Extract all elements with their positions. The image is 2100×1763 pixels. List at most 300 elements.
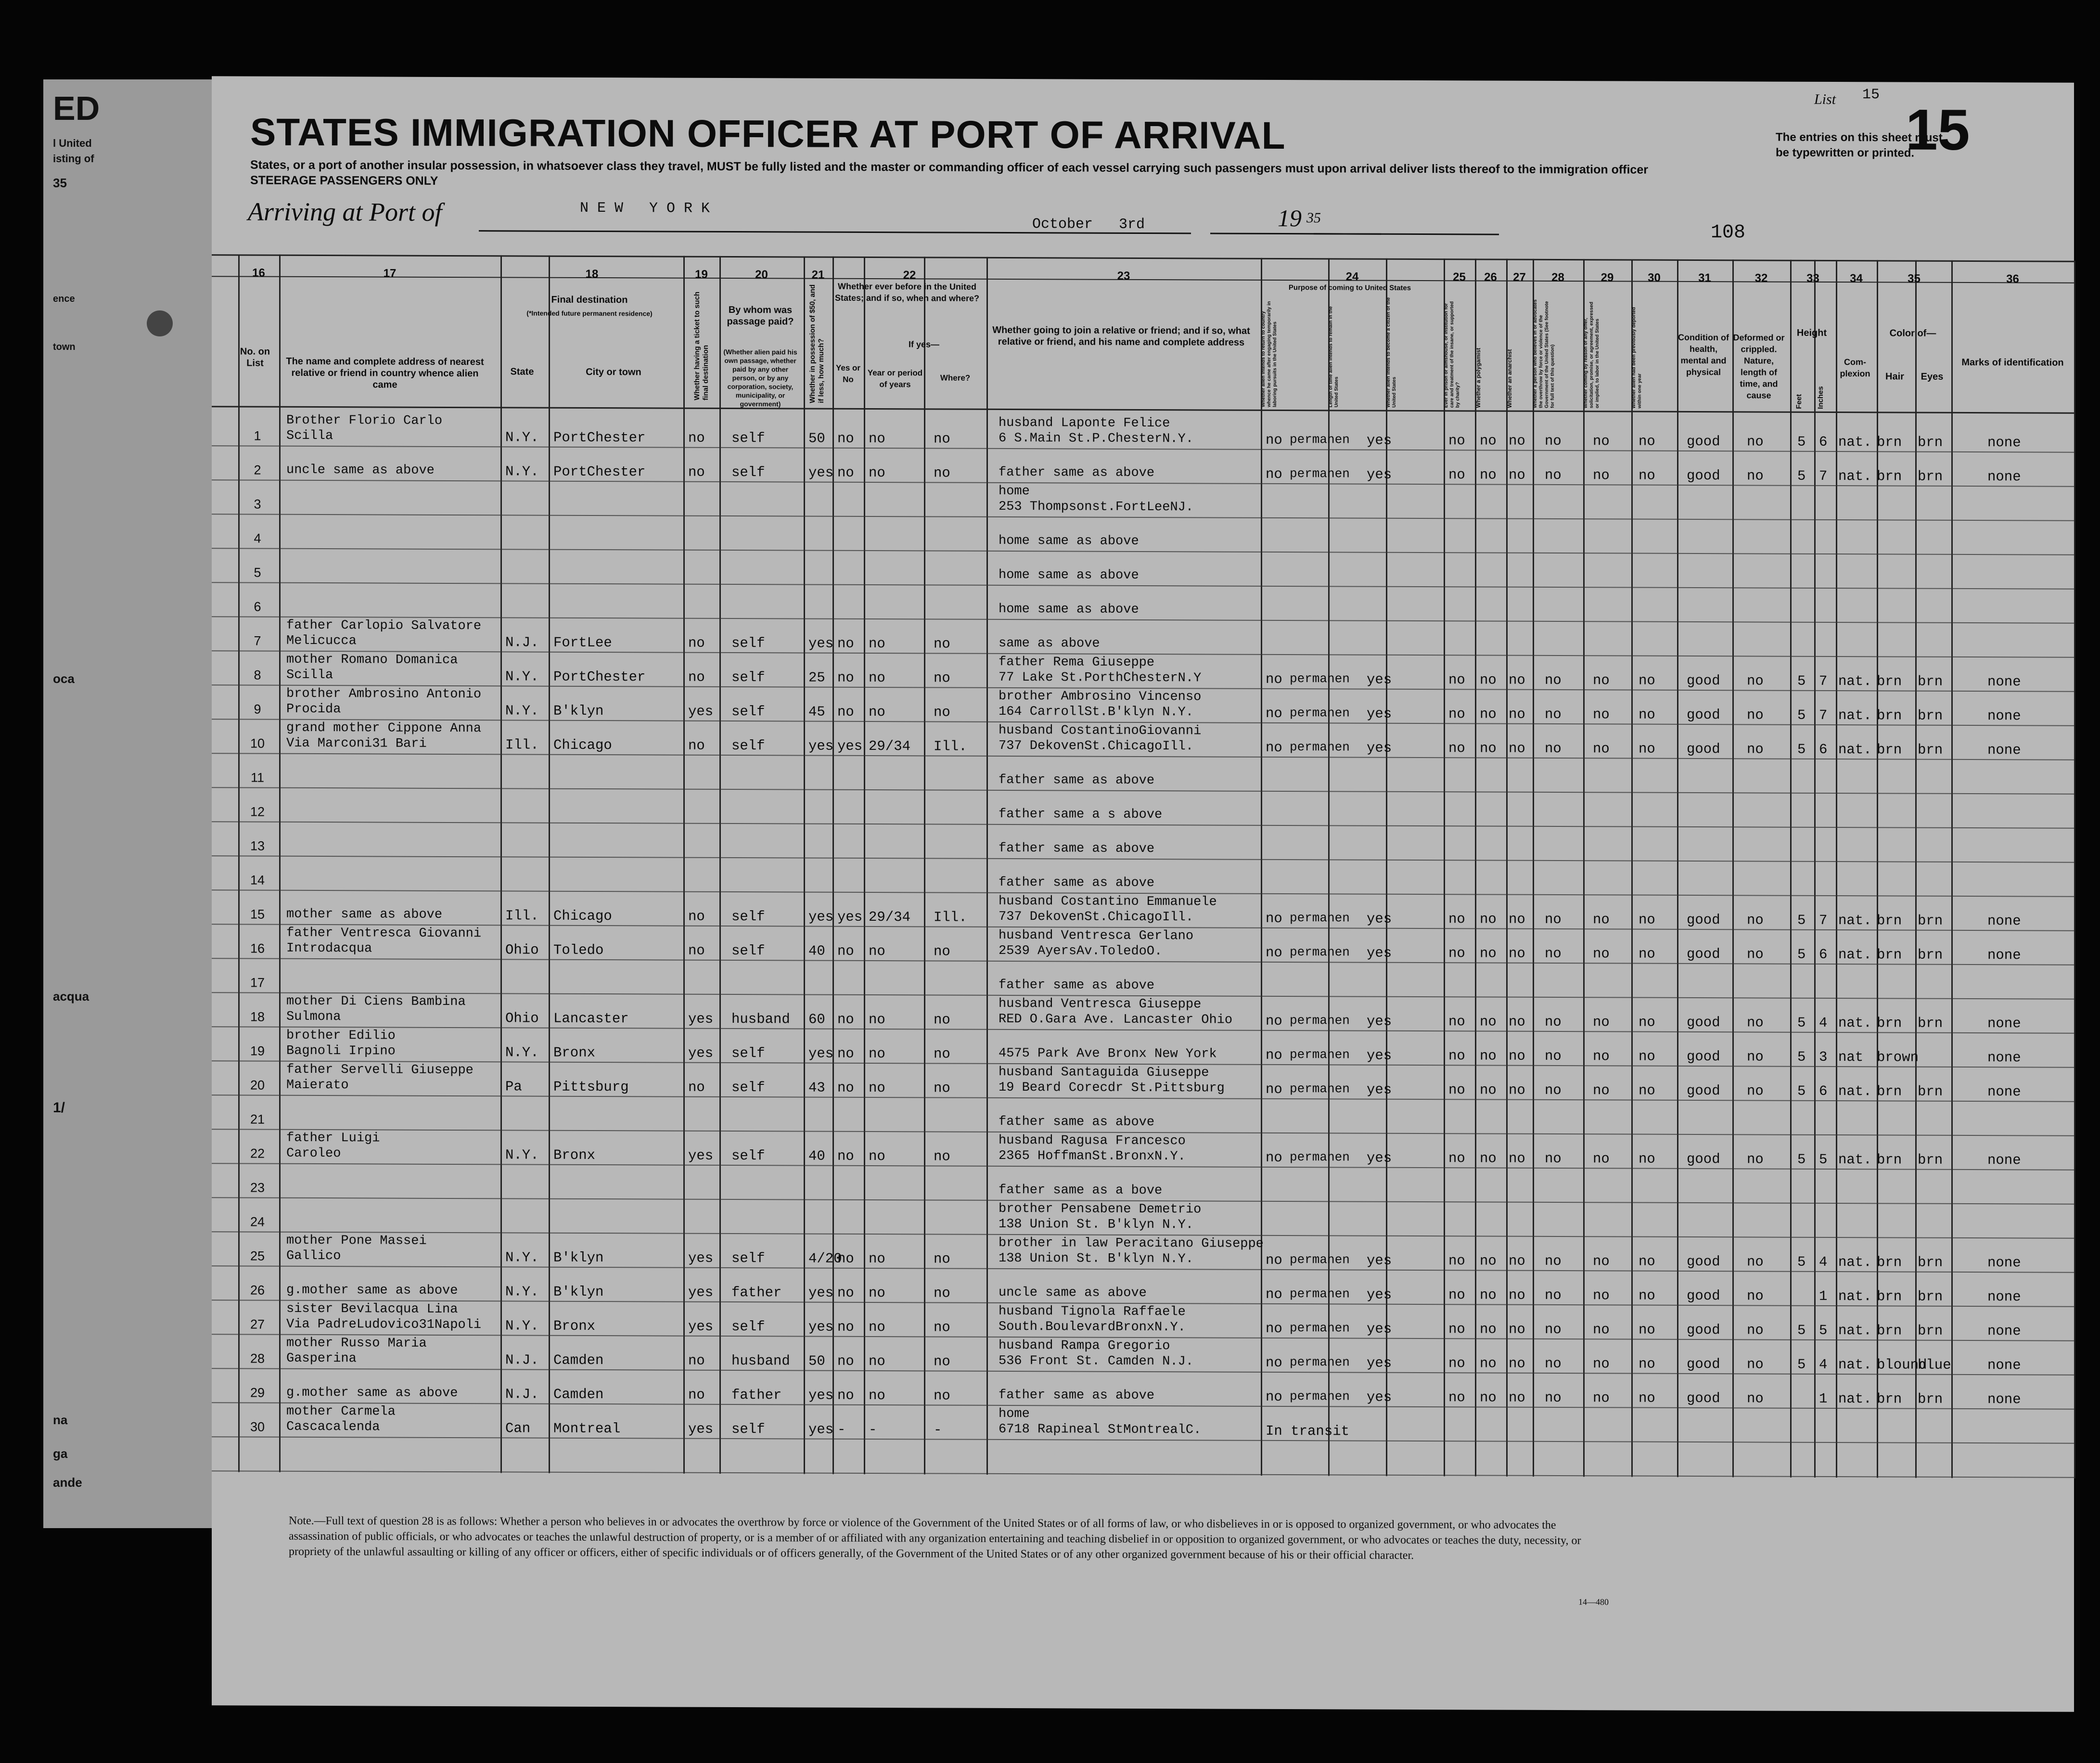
header-health: Condition of health, mental and physical (1678, 332, 1729, 377)
polygamist-cell: no (1480, 1082, 1497, 1098)
ticket-cell: yes (688, 1318, 714, 1335)
passage-cell: self (731, 1148, 765, 1164)
money-cell: 45 (808, 704, 825, 720)
joining-line: 737 DekovenSt.ChicagoIll. (999, 738, 1194, 754)
ticket-cell: no (688, 1352, 705, 1369)
where-cell: no (934, 1353, 950, 1370)
joining-line: father same as a bove (999, 1183, 1163, 1198)
row-number: 3 (254, 497, 261, 512)
year-cell: no (869, 465, 885, 481)
relative-line: sister Bevilacqua Lina (286, 1301, 458, 1317)
state-cell: N.Y. (505, 1044, 539, 1061)
row-number: 6 (254, 599, 261, 614)
column-line (500, 255, 502, 1473)
row-line (212, 514, 2074, 521)
q29-cell: no (1593, 1014, 1610, 1030)
polygamist-cell: no (1480, 467, 1497, 483)
page-subtitle (250, 157, 1694, 193)
deformed-cell: no (1747, 946, 1764, 963)
column-line (804, 257, 805, 1474)
inches-cell: 5 (1819, 1322, 1828, 1338)
anarchist-cell: no (1509, 672, 1525, 688)
column-number: 17 (383, 267, 397, 280)
row-number: 11 (250, 770, 265, 785)
ticket-cell: no (688, 669, 705, 685)
year-suffix: 35 (1306, 210, 1321, 226)
citizen-cell: yes (1367, 1013, 1392, 1029)
q30-cell: no (1639, 1082, 1655, 1099)
column-number: 33 (1806, 271, 1819, 285)
header-deformed: Deformed or crippled. Nature, length of time, and cause (1733, 333, 1785, 400)
header-marks: Marks of identification (1961, 357, 2064, 368)
passage-cell: self (731, 943, 765, 959)
joining-line: brother Ambrosino Vincenso (999, 689, 1202, 705)
notice-line: The entries on this sheet must (1776, 130, 1943, 144)
row-line (212, 958, 2074, 965)
q28-cell: no (1545, 1355, 1562, 1372)
q29-cell: no (1593, 1287, 1610, 1304)
q29-cell: no (1593, 741, 1610, 757)
hair-cell: brn (1877, 1323, 1902, 1339)
row-number: 23 (250, 1180, 265, 1195)
money-cell: 4/20 (808, 1250, 842, 1267)
state-cell: Ohio (505, 942, 539, 958)
header-purpose: Purpose of coming to United States (1288, 283, 1411, 292)
joining-line: 2539 AyersAv.ToledoO. (999, 943, 1163, 959)
return-cell: no (1266, 1320, 1282, 1337)
row-number: 27 (250, 1317, 265, 1332)
city-cell: Bronx (553, 1147, 596, 1164)
where-cell: no (934, 1148, 950, 1165)
header-ticket: Whether having a ticket to such final destination (693, 291, 710, 400)
anarchist-cell: no (1509, 945, 1525, 962)
marks-cell: none (1987, 1084, 2021, 1100)
year-cell: no (869, 1285, 885, 1301)
year-cell: no (869, 1251, 885, 1267)
return-cell: no (1266, 739, 1282, 756)
passage-cell: husband (731, 1011, 790, 1028)
row-number: 28 (250, 1351, 265, 1366)
health-cell: good (1687, 1390, 1720, 1407)
health-cell: good (1687, 1151, 1720, 1168)
joining-line: husband Ventresca Giuseppe (999, 996, 1202, 1012)
passage-cell: self (731, 1421, 765, 1438)
header-purpose-a: Whether alien intends to return to country whence he came after engaging temporarily in laboring pursuits in the United States (1261, 301, 1278, 407)
ticket-cell: yes (688, 1147, 714, 1164)
column-number: 19 (695, 268, 708, 281)
citizen-cell: yes (1367, 432, 1392, 449)
complexion-cell: nat. (1838, 673, 1872, 690)
money-cell: yes (808, 464, 834, 481)
health-cell: good (1687, 1048, 1720, 1065)
deformed-cell: no (1747, 1254, 1764, 1270)
q29-cell: no (1593, 467, 1610, 484)
column-line (683, 256, 685, 1474)
inches-cell: 6 (1819, 946, 1828, 963)
money-cell: 50 (808, 1353, 825, 1369)
column-number: 28 (1551, 270, 1564, 284)
marks-cell: none (1987, 1289, 2021, 1305)
passage-cell: self (731, 1319, 765, 1335)
citizen-cell: yes (1367, 1150, 1392, 1166)
deformed-cell: no (1747, 741, 1764, 758)
row-line (212, 1436, 2074, 1444)
length-cell: permanen (1290, 1252, 1350, 1267)
marks-cell: none (1987, 674, 2021, 690)
joining-line: father same as above (999, 875, 1155, 891)
where-cell: no (934, 1080, 950, 1096)
row-number: 29 (250, 1385, 265, 1400)
q29-cell: no (1593, 672, 1610, 689)
relative-line: Introdacqua (286, 941, 372, 956)
relative-line: Via PadreLudovico31Napoli (286, 1317, 482, 1333)
before-us-cell: no (837, 704, 854, 720)
city-cell: Bronx (553, 1318, 596, 1335)
stub-text: l United (53, 137, 92, 149)
q28-cell: no (1545, 1048, 1562, 1065)
row-line (212, 548, 2074, 555)
column-number: 29 (1601, 271, 1614, 284)
citizen-cell: yes (1367, 740, 1392, 756)
header-q29: Whether coming by reason of any offer, solicitation, promise, or agreement, expressed or implied, to labor in the United States (1583, 302, 1600, 409)
anarchist-cell: no (1509, 1014, 1525, 1030)
header-passage-paid: By whom was passage paid? (727, 304, 794, 327)
q29-cell: no (1593, 1390, 1610, 1406)
stub-text: ence (53, 294, 75, 304)
passage-cell: self (731, 909, 765, 925)
passage-cell: self (731, 1045, 765, 1062)
hair-cell: brn (1877, 1152, 1902, 1168)
anarchist-cell: no (1509, 467, 1525, 483)
ticket-cell: yes (688, 1011, 714, 1027)
return-cell: no (1266, 944, 1282, 961)
city-cell: Toledo (553, 942, 604, 959)
punch-hole (4, 1155, 30, 1181)
money-cell: yes (808, 738, 834, 754)
header-purpose-b: Length of time alien intends to remain in the United States (1328, 306, 1339, 408)
header-color-of: Color of— (1889, 328, 1936, 339)
hair-cell: brn (1877, 947, 1902, 963)
eyes-cell: brn (1918, 1391, 1943, 1407)
column-number: 16 (252, 266, 265, 280)
row-number: 22 (250, 1146, 265, 1161)
before-us-cell: no (837, 1148, 854, 1164)
deformed-cell: no (1747, 1083, 1764, 1099)
column-line (1790, 260, 1792, 1478)
inches-cell: 4 (1819, 1356, 1828, 1373)
before-us-cell: no (837, 1045, 854, 1062)
year-prefix: 19 (1278, 204, 1302, 232)
relative-line: Bagnoli Irpino (286, 1043, 396, 1059)
polygamist-cell: no (1480, 911, 1497, 927)
where-cell: no (934, 1388, 950, 1404)
anarchist-cell: no (1509, 1287, 1525, 1303)
header-joining: Whether going to join a relative or friend; and if so, what relative or friend, and his name and complete address (992, 324, 1250, 348)
where-cell: no (934, 1251, 950, 1267)
state-cell: N.Y. (505, 463, 539, 480)
year-cell: no (869, 1012, 885, 1028)
ticket-cell: no (688, 908, 705, 925)
row-number: 17 (250, 975, 265, 990)
where-cell: - (934, 1422, 942, 1438)
joining-line: South.BoulevardBronxN.Y. (999, 1319, 1186, 1335)
column-line (1475, 258, 1476, 1476)
header-city: City or town (586, 366, 641, 378)
column-line (1631, 259, 1633, 1477)
feet-cell: 5 (1797, 468, 1806, 484)
eyes-cell: brn (1918, 1288, 1943, 1305)
eyes-cell: brn (1918, 1254, 1943, 1271)
header-year: Year or period of years (867, 368, 923, 389)
marks-cell: none (1987, 913, 2021, 929)
return-cell: no (1266, 1252, 1282, 1269)
ticket-cell: no (688, 430, 705, 446)
q28-cell: no (1545, 911, 1562, 928)
column-lines (212, 76, 2074, 83)
health-cell: good (1687, 1253, 1720, 1270)
q29-cell: no (1593, 1253, 1610, 1270)
length-cell: permanen (1290, 1321, 1350, 1336)
return-cell: no (1266, 1013, 1282, 1029)
feet-cell: 5 (1797, 1151, 1806, 1168)
money-cell: yes (808, 1045, 834, 1062)
city-cell: Chicago (553, 737, 612, 754)
inches-cell: 5 (1819, 1151, 1828, 1168)
relative-line: mother Romano Domanica (286, 652, 458, 668)
hair-cell: blound (1877, 1357, 1927, 1373)
state-cell: Pa (505, 1079, 522, 1095)
column-line (1533, 259, 1534, 1477)
joining-line: 138 Union St. B'klyn N.Y. (999, 1251, 1194, 1267)
return-cell: no (1266, 671, 1282, 688)
header-hair: Hair (1885, 371, 1904, 382)
column-line (1583, 259, 1585, 1477)
state-cell: N.J. (505, 1386, 539, 1403)
where-cell: no (934, 943, 950, 960)
page-number: 108 (1711, 222, 1746, 244)
column-line (1444, 258, 1445, 1476)
length-cell: permanen (1290, 466, 1350, 481)
column-number: 24 (1345, 270, 1359, 283)
previous-page-stub (43, 79, 212, 1528)
header-inches: Inches (1817, 386, 1825, 409)
city-cell: Chicago (553, 908, 612, 925)
length-cell: permanen (1290, 740, 1350, 755)
return-cell: In transit (1266, 1423, 1350, 1440)
anarchist-cell: no (1509, 1150, 1525, 1167)
before-us-cell: no (837, 1080, 854, 1096)
ticket-cell: yes (688, 703, 714, 720)
before-us-cell: no (837, 1319, 854, 1335)
return-cell: no (1266, 1149, 1282, 1166)
return-cell: no (1266, 1286, 1282, 1303)
marks-cell: none (1987, 1323, 2021, 1339)
hair-cell: brn (1877, 1288, 1902, 1305)
joining-line: husband Tignola Raffaele (999, 1304, 1186, 1320)
passage-cell: father (731, 1285, 782, 1301)
q30-cell: no (1639, 1048, 1655, 1065)
stub-text: oca (53, 671, 75, 686)
header-final-destination: Final destination (551, 294, 628, 306)
column-number: 34 (1850, 272, 1863, 285)
passage-cell: self (731, 464, 765, 481)
joining-line: 737 DekovenSt.ChicagoIll. (999, 909, 1194, 925)
joining-line: brother Pensabene Demetrio (999, 1201, 1202, 1217)
eyes-cell: brn (1918, 1083, 1943, 1100)
hair-cell: brn (1877, 1083, 1902, 1100)
deformed-cell: no (1747, 1356, 1764, 1373)
joining-line: 138 Union St. B'klyn N.Y. (999, 1217, 1194, 1233)
q28-cell: no (1545, 945, 1562, 962)
header-state: State (510, 366, 534, 377)
row-number: 1 (254, 428, 261, 443)
inches-cell: 1 (1819, 1390, 1828, 1407)
relative-line: Gasperina (286, 1351, 357, 1366)
money-cell: 60 (808, 1011, 825, 1028)
eyes-cell: brn (1918, 913, 1943, 929)
row-line (212, 1402, 2074, 1410)
state-cell: N.Y. (505, 1318, 539, 1334)
return-cell: no (1266, 432, 1282, 449)
header-eyes: Eyes (1921, 371, 1944, 382)
health-cell: good (1687, 672, 1720, 689)
feet-cell: 5 (1797, 673, 1806, 689)
column-number: 23 (1117, 269, 1130, 283)
polygamist-cell: no (1480, 1321, 1497, 1338)
where-cell: no (934, 704, 950, 721)
row-line (212, 1026, 2074, 1034)
citizen-cell: yes (1367, 1355, 1392, 1371)
hair-cell: brn (1877, 434, 1902, 450)
length-cell: permanen (1290, 671, 1350, 686)
complexion-cell: nat. (1838, 468, 1872, 485)
ticket-cell: yes (688, 1045, 714, 1061)
relative-line: Maierato (286, 1078, 349, 1093)
polygamist-cell: no (1480, 1390, 1497, 1406)
inches-cell: 7 (1819, 912, 1828, 928)
feet-cell: 5 (1797, 707, 1806, 723)
punch-hole (4, 491, 30, 517)
row-number: 13 (250, 838, 265, 853)
column-number: 32 (1754, 271, 1768, 285)
stub-text: ande (53, 1475, 82, 1490)
relative-line: Procida (286, 702, 341, 717)
passage-cell: self (731, 1250, 765, 1267)
prison-cell: no (1448, 1253, 1465, 1269)
before-us-cell: no (837, 1387, 854, 1403)
eyes-cell: brn (1918, 742, 1943, 758)
length-cell: permanen (1290, 911, 1350, 926)
q30-cell: no (1639, 467, 1655, 484)
row-line (212, 1265, 2074, 1273)
ticket-cell: yes (688, 1421, 714, 1437)
length-cell: permanen (1290, 1013, 1350, 1028)
passage-cell: husband (731, 1353, 790, 1369)
money-cell: yes (808, 635, 834, 652)
state-cell: Ill. (505, 737, 539, 753)
polygamist-cell: no (1480, 1150, 1497, 1167)
city-cell: Lancaster (553, 1010, 629, 1027)
header-yes-no: Yes or No (835, 363, 861, 384)
inches-cell: 6 (1819, 741, 1828, 758)
before-us-cell: no (837, 943, 854, 959)
relative-line: Brother Florio Carlo (286, 413, 443, 428)
marks-cell: none (1987, 947, 2021, 964)
column-line (1732, 259, 1734, 1477)
joining-line: 19 Beard Corecdr St.Pittsburg (999, 1080, 1225, 1096)
return-cell: no (1266, 1389, 1282, 1405)
row-number: 24 (250, 1214, 265, 1229)
row-number: 14 (250, 873, 265, 888)
deformed-cell: no (1747, 1390, 1764, 1407)
state-cell: N.Y. (505, 1249, 539, 1266)
ticket-cell: no (688, 464, 705, 480)
city-cell: PortChester (553, 429, 646, 446)
q29-cell: no (1593, 707, 1610, 723)
ticket-cell: yes (688, 1250, 714, 1266)
health-cell: good (1687, 707, 1720, 723)
q28-cell: no (1545, 1287, 1562, 1304)
header-complexion: Com-plexion (1840, 357, 1870, 379)
joining-line: husband Rampa Gregorio (999, 1338, 1170, 1354)
q29-cell: no (1593, 1356, 1610, 1372)
anarchist-cell: no (1509, 1082, 1525, 1098)
complexion-cell: nat. (1838, 1391, 1872, 1407)
ticket-cell: yes (688, 1284, 714, 1300)
where-cell: no (934, 465, 950, 481)
return-cell: no (1266, 910, 1282, 927)
complexion-cell: nat. (1838, 1254, 1872, 1271)
joining-line: father same as above (999, 1114, 1155, 1130)
city-cell: FortLee (553, 634, 612, 651)
q28-cell: no (1545, 1150, 1562, 1167)
polygamist-cell: no (1480, 1355, 1497, 1372)
q30-cell: no (1639, 741, 1655, 757)
q30-cell: no (1639, 433, 1655, 450)
header-where: Where? (940, 373, 971, 383)
before-us-cell: yes (837, 738, 863, 754)
column-number: 18 (585, 267, 599, 281)
row-number: 20 (250, 1078, 265, 1093)
money-cell: yes (808, 1285, 834, 1301)
port-name: N E W Y O R K (580, 200, 710, 217)
stub-text: 1/ (53, 1100, 65, 1116)
ticket-cell: no (688, 737, 705, 754)
q29-cell: no (1593, 946, 1610, 962)
complexion-cell: nat. (1838, 947, 1872, 963)
joining-line: 4575 Park Ave Bronx New York (999, 1046, 1217, 1062)
header-passage-note: (Whether alien paid his own passage, whether paid by any other person, or by any corporation, society, municipality, or government) (723, 347, 797, 408)
row-line (212, 445, 2074, 453)
joining-line: home (999, 1406, 1030, 1422)
joining-line: home same as above (999, 533, 1139, 549)
state-cell: Ohio (505, 1010, 539, 1027)
citizen-cell: yes (1367, 706, 1392, 722)
stub-text: na (53, 1413, 68, 1427)
q28-cell: no (1545, 1082, 1562, 1099)
citizen-cell: yes (1367, 1389, 1392, 1405)
relative-line: mother same as above (286, 907, 443, 922)
q30-cell: no (1639, 1356, 1655, 1372)
marks-cell: none (1987, 1152, 2021, 1169)
before-us-cell: - (837, 1421, 846, 1438)
where-cell: no (934, 1319, 950, 1336)
year-cell: no (869, 636, 885, 652)
row-line (212, 855, 2074, 863)
length-cell: permanen (1290, 1047, 1350, 1062)
q30-cell: no (1639, 912, 1655, 928)
marks-cell: none (1987, 708, 2021, 724)
